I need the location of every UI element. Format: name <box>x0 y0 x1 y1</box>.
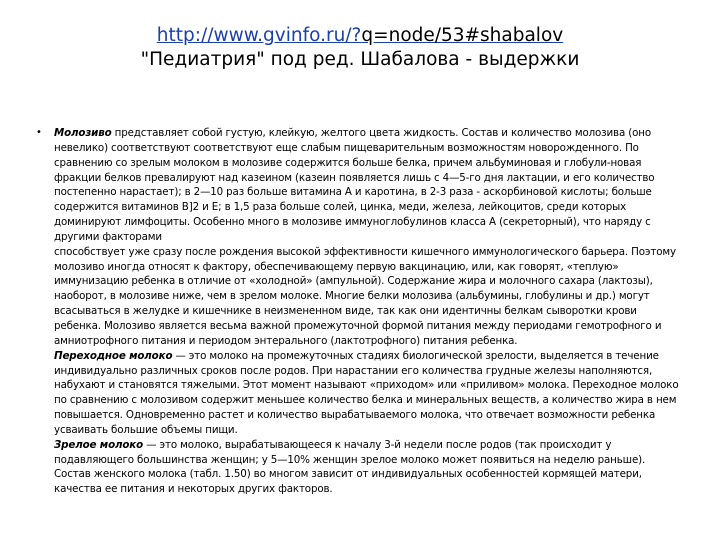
content-body <box>36 126 682 497</box>
term-colostrum: Молозиво <box>54 127 112 139</box>
term-mature-milk: Зрелое молоко <box>54 438 144 451</box>
paragraph-transitional <box>54 349 682 438</box>
paragraph-transitional-text: — это молоко на промежуточных стадиях биологической зрелости, выделяется в течение индивидуально различных сроков после родов. При нарастании его количества грудные железы наполняются, набухают и становятся тяжелыми. Этот момент называют «приходом» или «приливом» молока. Переходное молоко по сравнению с молозивом содержит меньшее количество белка и минеральных веществ, а количество жира в нем повышается. Одновременно растет и количество вырабатываемого молока, что отвечает возможности ребенка усваивать большие объемы пищи. <box>54 349 679 436</box>
paragraph-mature-text: — это молоко, вырабатывающееся к началу 3-й недели после родов (так происходит у подавляющего большинства женщин; у 5—10% женщин зрелое молоко может появиться на неделю раньше). Состав женского молока (табл. 1.50) во многом зависит от индивидуальных особенностей кормящей матери, качества ее питания и некоторых других факторов. <box>54 438 646 496</box>
paragraph-mature <box>54 438 682 497</box>
source-link[interactable] <box>157 25 563 46</box>
source-link-query: q=node/53#shabalov <box>361 25 564 46</box>
paragraph-colostrum-text: представляет собой густую, клейкую, желтого цвета жидкость. Состав и количество молозива (оно невелико) соответствуют соответствуют еще слабым пищеварительным возможностям новорожденного. По сравнению со зрелым молоком в молозиве содержится больше белка, причем альбуминовая и глобули-новая фракции белков превалируют над казеином (казеин появляется лишь с 4—5-го дня лактации, и его количество постепенно нарастает); в 2—10 раз больше витамина А и каротина, в 2-3 раза - аскорбиновой кислоты; больше содержится витаминов В]2 и Е; в 1,5 раза больше солей, цинка, меди, железа, лейкоцитов, среди которых доминируют лимфоциты. Особенно много в молозиве иммуноглобулинов класса А (секреторный), что наряду с другими факторами <box>54 127 655 243</box>
term-transitional-milk: Переходное молоко <box>54 349 173 362</box>
slide-title <box>0 24 720 72</box>
bullet-icon: • <box>36 127 42 138</box>
paragraph-colostrum <box>54 126 682 245</box>
slide-subtitle: "Педиатрия" под ред. Шабалова - выдержки <box>140 49 580 70</box>
bullet-list <box>36 126 682 497</box>
paragraph-colostrum-continued: способствует уже сразу после рождения высокой эффективности кишечного иммунологического барьера. Поэтому молозиво иногда относят к фактору, обеспечивающему первую вакцинацию, или, как говорят, «теплую» иммунизацию ребенка в отличие от «холодной» (ампульной). Содержание жира и молочного сахара (лактозы), наоборот, в молозиве ниже, чем в зрелом молоке. Многие белки молозива (альбумины, глобулины и др.) могут всасываться в желудке и кишечнике в неизмененном виде, так как они идентичны белкам сыворотки крови ребенка. Молозиво является весьма важной промежуточной формой питания между периодами гемотрофного и амниотрофного питания и периодом энтерального (лактотрофного) питания ребенка. <box>54 245 676 347</box>
source-link-main: http://www.gvinfo.ru/? <box>156 25 362 46</box>
list-item <box>36 126 682 497</box>
